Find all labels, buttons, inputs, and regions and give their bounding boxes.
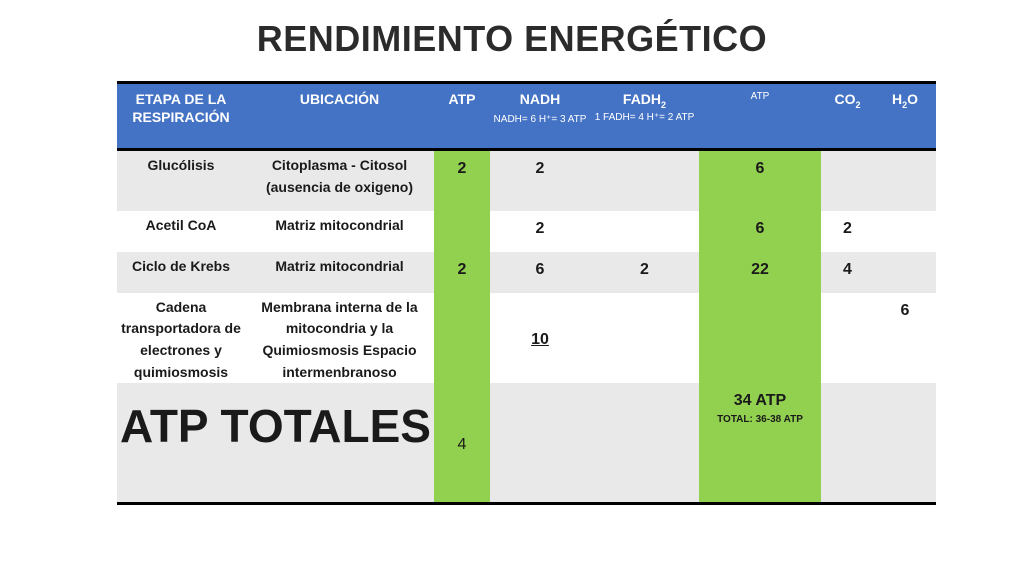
cell-ubicacion: Citoplasma - Citosol (ausencia de oxigeno): [245, 150, 434, 211]
cell-nadh: 2: [490, 150, 590, 211]
cell-atp-total: 6: [699, 211, 821, 252]
totals-atp-total-note: TOTAL: 36-38 ATP: [717, 414, 803, 426]
cell-atp: 2: [434, 252, 490, 293]
cell-atp: 2: [434, 150, 490, 211]
header-etapa: ETAPA DE LA RESPIRACIÓN: [117, 83, 245, 150]
cell-atp: [434, 211, 490, 252]
cell-h2o: [874, 252, 936, 293]
totals-atp: 4: [434, 383, 490, 503]
header-fadh: [590, 83, 699, 150]
header-atp-total: ATP: [699, 83, 821, 150]
cell-etapa: Acetil CoA: [117, 211, 245, 252]
cell-co2: [821, 150, 874, 211]
cell-atp-total: 22: [699, 252, 821, 293]
totals-h2o: [874, 383, 936, 503]
cell-co2: 2: [821, 211, 874, 252]
cell-atp-total: [699, 293, 821, 384]
table-row: [117, 211, 936, 252]
cell-h2o: [874, 150, 936, 211]
header-h2o: $H_2O$: [874, 83, 936, 150]
cell-nadh-value: 10: [531, 331, 549, 349]
cell-ubicacion: Matriz mitocondrial: [245, 252, 434, 293]
cell-ubicacion: Membrana interna de la mitocondria y la Quimiosmosis Espacio intermenbranoso: [245, 293, 434, 384]
cell-co2: [821, 293, 874, 384]
cell-co2: 4: [821, 252, 874, 293]
cell-h2o: [874, 211, 936, 252]
cell-atp-total: 6: [699, 150, 821, 211]
table-row: [117, 150, 936, 211]
header-row: [117, 83, 936, 150]
header-co2: $CO_2$: [821, 83, 874, 150]
cell-fadh: 2: [590, 252, 699, 293]
cell-fadh: [590, 211, 699, 252]
cell-atp: [434, 293, 490, 384]
header-fadh-note: 1 FADH= 4 H⁺= 2 ATP: [594, 112, 695, 124]
cell-h2o: 6: [874, 293, 936, 384]
cell-nadh: [490, 293, 590, 384]
header-fadh-label: $FADH_2$: [622, 91, 667, 110]
cell-nadh: 6: [490, 252, 590, 293]
header-nadh-note: NADH= 6 H⁺= 3 ATP: [493, 114, 587, 126]
totals-co2: [821, 383, 874, 503]
cell-fadh: [590, 150, 699, 211]
cell-etapa: Ciclo de Krebs: [117, 252, 245, 293]
table-row: [117, 252, 936, 293]
cell-fadh: [590, 293, 699, 384]
energy-yield-table: [117, 81, 936, 505]
cell-ubicacion: Matriz mitocondrial: [245, 211, 434, 252]
cell-etapa: Cadena transportadora de electrones y quimiosmosis: [117, 293, 245, 384]
totals-atp-total-value: 34 ATP: [733, 392, 787, 410]
cell-nadh: 2: [490, 211, 590, 252]
header-nadh-label: NADH: [519, 91, 561, 107]
totals-label: ATP TOTALES: [117, 383, 434, 503]
header-atp: ATP: [434, 83, 490, 150]
totals-row: [117, 383, 936, 503]
totals-atp-total: [699, 383, 821, 503]
page-title: RENDIMIENTO ENERGÉTICO: [256, 18, 768, 59]
table-row: [117, 293, 936, 384]
cell-etapa: Glucólisis: [117, 150, 245, 211]
header-ubicacion: UBICACIÓN: [245, 83, 434, 150]
totals-nadh: [490, 383, 590, 503]
header-nadh: [490, 83, 590, 150]
totals-fadh: [590, 383, 699, 503]
